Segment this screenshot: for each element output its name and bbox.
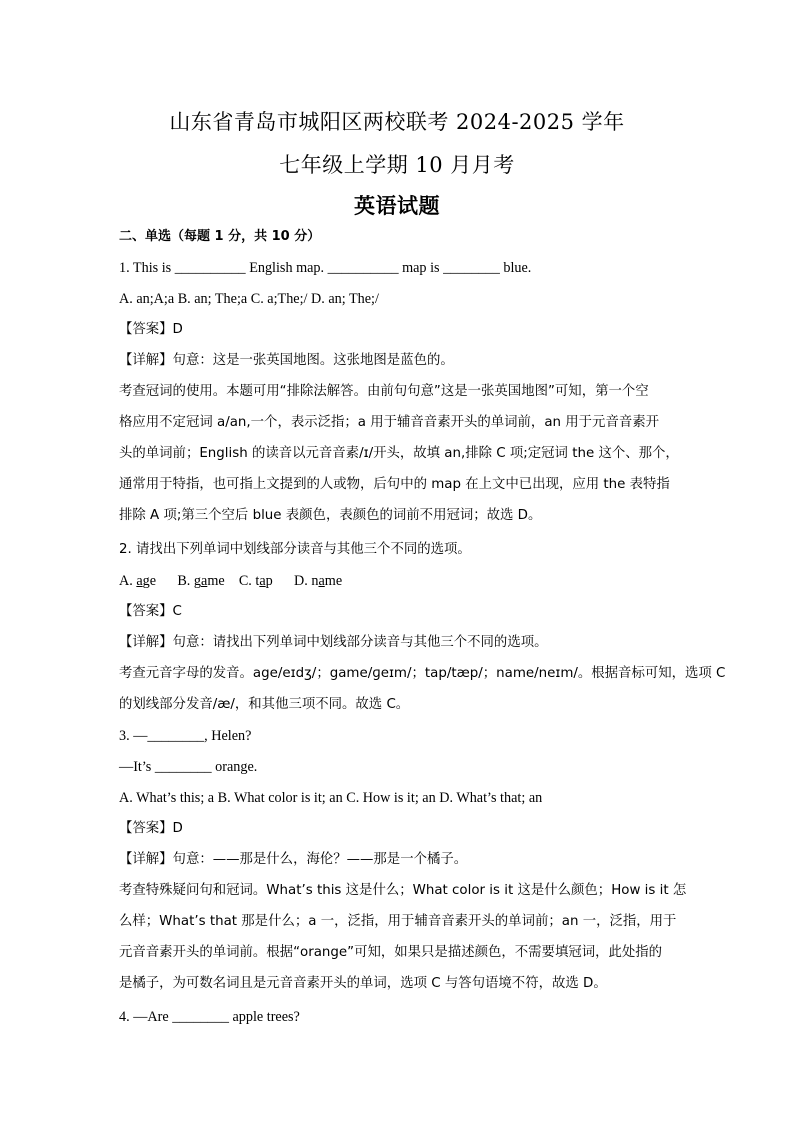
option-prefix: B. g: [177, 573, 201, 589]
q3-stem: —It’s ________ orange.: [119, 759, 258, 775]
q1-detail: 通常用于特指，也可指上文提到的人或物，后句中的 map 在上文中已出现，应用 the 表特指: [119, 477, 670, 492]
q2-option-b: [177, 573, 224, 589]
underlined-letter: a: [201, 573, 208, 589]
option-rest: me: [207, 573, 225, 589]
q2-detail: 【详解】句意：请找出下列单词中划线部分读音与其他三个不同的选项。: [119, 635, 548, 650]
q2-option-c: [239, 573, 273, 589]
q3-detail: 元音音素开头的单词前。根据“orange”可知，如果只是描述颜色，不需要填冠词，此处指的: [119, 945, 663, 960]
page-title: 山东省青岛市城阳区两校联考 2024-2025 学年: [169, 110, 625, 134]
q3-detail: 考查特殊疑问句和冠词。What’s this 这是什么；What color is it 这是什么颜色；How is it 怎: [119, 883, 687, 898]
section-heading: 二、单选（每题 1 分，共 10 分）: [119, 229, 321, 244]
q1-detail: 格应用不定冠词 a/an,一个，表示泛指；a 用于辅音音素开头的单词前，an 用于元音音素开: [119, 415, 660, 430]
page-subject: 英语试题: [354, 193, 440, 218]
underlined-letter: a: [136, 573, 143, 589]
option-prefix: C. t: [238, 573, 260, 589]
q2-option-d: [294, 573, 342, 589]
page-subtitle: 七年级上学期 10 月月考: [279, 153, 515, 177]
q4-stem: 4. —Are ________ apple trees?: [119, 1009, 300, 1025]
q3-detail: 是橘子，为可数名词且是元音音素开头的单词，选项 C 与答句语境不符，故选 D。: [119, 976, 607, 991]
q1-detail: 【详解】句意：这是一张英国地图。这张地图是蓝色的。: [119, 353, 454, 368]
q3-stem: 3. —________, Helen?: [119, 728, 252, 744]
q2-detail: 的划线部分发音/æ/，和其他三项不同。故选 C。: [119, 697, 410, 712]
q2-answer: 【答案】C: [119, 604, 182, 619]
q2-detail: 考查元音字母的发音。age/eɪdʒ/；game/ɡeɪm/；tap/tæp/；name/neɪm/。根据音标可知，选项 C: [119, 666, 726, 681]
q1-answer: 【答案】D: [119, 322, 183, 337]
q3-options: A. What’s this; a B. What color is it; an C. How is it; an D. What’s that; an: [119, 790, 543, 806]
q1-detail: 排除 A 项;第三个空后 blue 表颜色，表颜色的词前不用冠词；故选 D。: [119, 508, 542, 523]
q2-options: [119, 572, 679, 590]
option-rest: me: [324, 573, 343, 589]
option-prefix: D. n: [294, 573, 319, 589]
q3-detail: 么样；What’s that 那是什么；a 一，泛指，用于辅音音素开头的单词前；an 一，泛指，用于: [119, 914, 677, 929]
q1-detail: 头的单词前；English 的读音以元音音素/ɪ/开头，故填 an,排除 C 项;定冠词 the 这个、那个，: [119, 446, 679, 461]
q3-answer: 【答案】D: [119, 821, 183, 836]
q1-detail: 考查冠词的使用。本题可用“排除法解答。由前句句意”这是一张英国地图”可知，第一个空: [119, 384, 649, 399]
q1-options: A. an;A;a B. an; The;a C. a;The;/ D. an; The;/: [119, 291, 379, 307]
option-rest: p: [265, 573, 273, 589]
q2-stem: 2. 请找出下列单词中划线部分读音与其他三个不同的选项。: [119, 542, 471, 557]
q2-option-a: [119, 573, 156, 589]
option-rest: ge: [142, 573, 157, 589]
underlined-letter: a: [318, 573, 325, 589]
option-prefix: A.: [119, 573, 137, 589]
q3-detail: 【详解】句意：——那是什么，海伦？——那是一个橘子。: [119, 852, 468, 867]
q1-stem: 1. This is __________ English map. __________ map is ________ blue.: [119, 260, 532, 276]
underlined-letter: a: [259, 573, 266, 589]
